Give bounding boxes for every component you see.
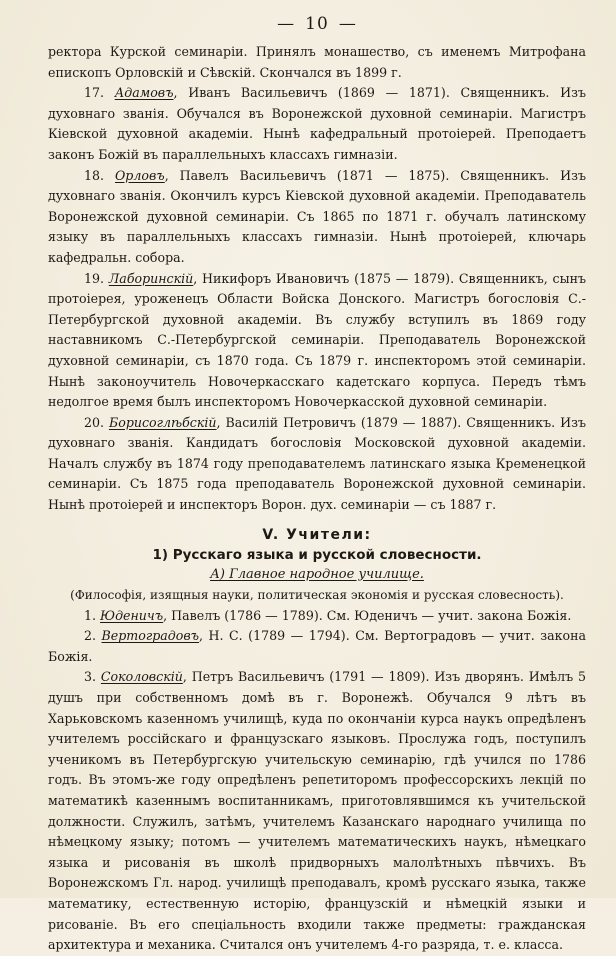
- entry-number: 19.: [84, 270, 105, 286]
- entry-name: Борисоглѣбскій: [108, 414, 217, 430]
- entry-text: , Василій Петровичъ (1879 — 1887). Священникъ. Изъ духовнаго званія. Кандидатъ богословія Московской духовной академіи. Началъ службу въ 1874 году преподавателемъ латинскаго языка Кременецкой семинаріи. Съ 1875 года преподаватель Воронежской духовной семинаріи. Нынѣ протоіерей и инспекторъ Ворон. дух. семинаріи — съ 1887 г.: [48, 414, 586, 513]
- entry-text: , Павелъ (1786 — 1789). См. Юденичъ — учит. закона Божія.: [163, 607, 572, 623]
- entry-text: , Петръ Васильевичъ (1791 — 1809). Изъ дворянъ. Имѣлъ 5 душъ при собственномъ домѣ въ г. Воронежѣ. Обучался 9 лѣтъ въ Харьковскомъ казенномъ училищѣ, куда по окончаніи курса наукъ опредѣленъ учителемъ россійскаго и французскаго языковъ. Прослужа годъ, поступилъ ученикомъ въ Петербургскую учительскую семинарію, гдѣ учился по 1786 годъ. Въ этомъ-же году опредѣленъ репетиторомъ профессорскихъ лекцій по математикѣ казеннымъ воспитанникамъ, приготовлявшимся къ учительской должности. Служилъ, затѣмъ, учителемъ Казанскаго народнаго училища по нѣмецкому языку; потомъ — учителемъ математическихъ наукъ, нѣмецкаго языка и рисованія въ школѣ придворныхъ малолѣтныхъ пѣвчихъ. Въ Воронежскомъ Гл. народ. училищѣ преподавалъ, кромѣ русскаго языка, также математику, естественную исторію, французскій и нѣмецкій языки и рисованіе. Въ его спеціальность входили также предметы: гражданская архитектура и механика. Считался онъ учителемъ 4-го разряда, т. е. класса.: [48, 669, 586, 953]
- page-number-dash-right: —: [338, 14, 357, 34]
- entry-number: 3.: [84, 669, 97, 685]
- entry-text: , Никифоръ Ивановичъ (1875 — 1879). Священникъ, сынъ протоіерея, уроженецъ Области Войска Донского. Магистръ богословія С.-Петербургской духовной академіи. Въ службу вступилъ въ 1869 году наставникомъ С.-Петербургской семинаріи. Преподаватель Воронежской духовной семинаріи, съ 1870 года. Съ 1879 г. инспекторомъ этой семинаріи. Нынѣ законоучитель Новочеркасскаго кадетскаго корпуса. Передъ тѣмъ недолгое время былъ инспекторомъ Новочеркасской духовной семинаріи.: [48, 270, 586, 410]
- entry-number: 18.: [84, 167, 105, 183]
- entry-20: [48, 413, 586, 516]
- teacher-entry-3: [48, 667, 586, 955]
- entry-name: Соколовскій: [100, 669, 183, 685]
- teacher-entry-2: [48, 626, 586, 667]
- paragraph-continued: ректора Курской семинаріи. Принялъ монашество, съ именемъ Митрофана епископъ Орловскій и Сѣвскій. Скончался въ 1899 г.: [48, 44, 586, 80]
- entry-name: Адамовъ: [114, 85, 174, 101]
- entry-number: 17.: [84, 85, 105, 101]
- entry-name: Юденичъ: [100, 607, 164, 623]
- entry-19: [48, 269, 586, 413]
- entry-number: 2.: [84, 628, 97, 644]
- section-subtitle: 1) Русскаго языка и русской словесности.: [152, 546, 482, 563]
- entry-text: , Павелъ Васильевичъ (1871 — 1875). Священникъ. Изъ духовнаго званія. Окончилъ курсъ Кіевской духовной академіи. Преподаватель Воронежской духовной семинаріи. Съ 1865 по 1871 г. обучалъ латинскому языку въ параллельныхъ классахъ гимназіи. Нынѣ протоіерей, ключарь кафедральн. собора.: [48, 167, 586, 265]
- entry-name: Вертоградовъ: [101, 628, 200, 644]
- section-note: (Философія, изящныя науки, политическая экономія и русская словесность).: [70, 587, 564, 602]
- page-number-value: 10: [305, 14, 329, 34]
- entry-text: , Н. С. (1789 — 1794). См. Вертоградовъ — учит. закона Божія.: [48, 628, 586, 664]
- entry-number: 20.: [84, 414, 105, 430]
- page-number-dash-left: —: [277, 14, 296, 34]
- entry-text: , Иванъ Васильевичъ (1869 — 1871). Священникъ. Изъ духовнаго званія. Обучался въ Воронежской духовной семинаріи. Магистръ Кіевской духовной академіи. Нынѣ кафедральный протоіерей. Преподаетъ законъ Божій въ параллельныхъ классахъ гимназіи.: [48, 85, 586, 162]
- page-number: [48, 14, 586, 34]
- entry-number: 1.: [84, 607, 97, 623]
- entry-18: [48, 166, 586, 269]
- section-title: V. Учители:: [262, 526, 372, 543]
- section-subsubtitle: А) Главное народное училище.: [210, 566, 424, 582]
- entry-17: [48, 83, 586, 165]
- teacher-entry-1: [48, 606, 586, 627]
- entry-name: Орловъ: [114, 167, 165, 183]
- entry-name: Лаборинскій: [108, 270, 194, 286]
